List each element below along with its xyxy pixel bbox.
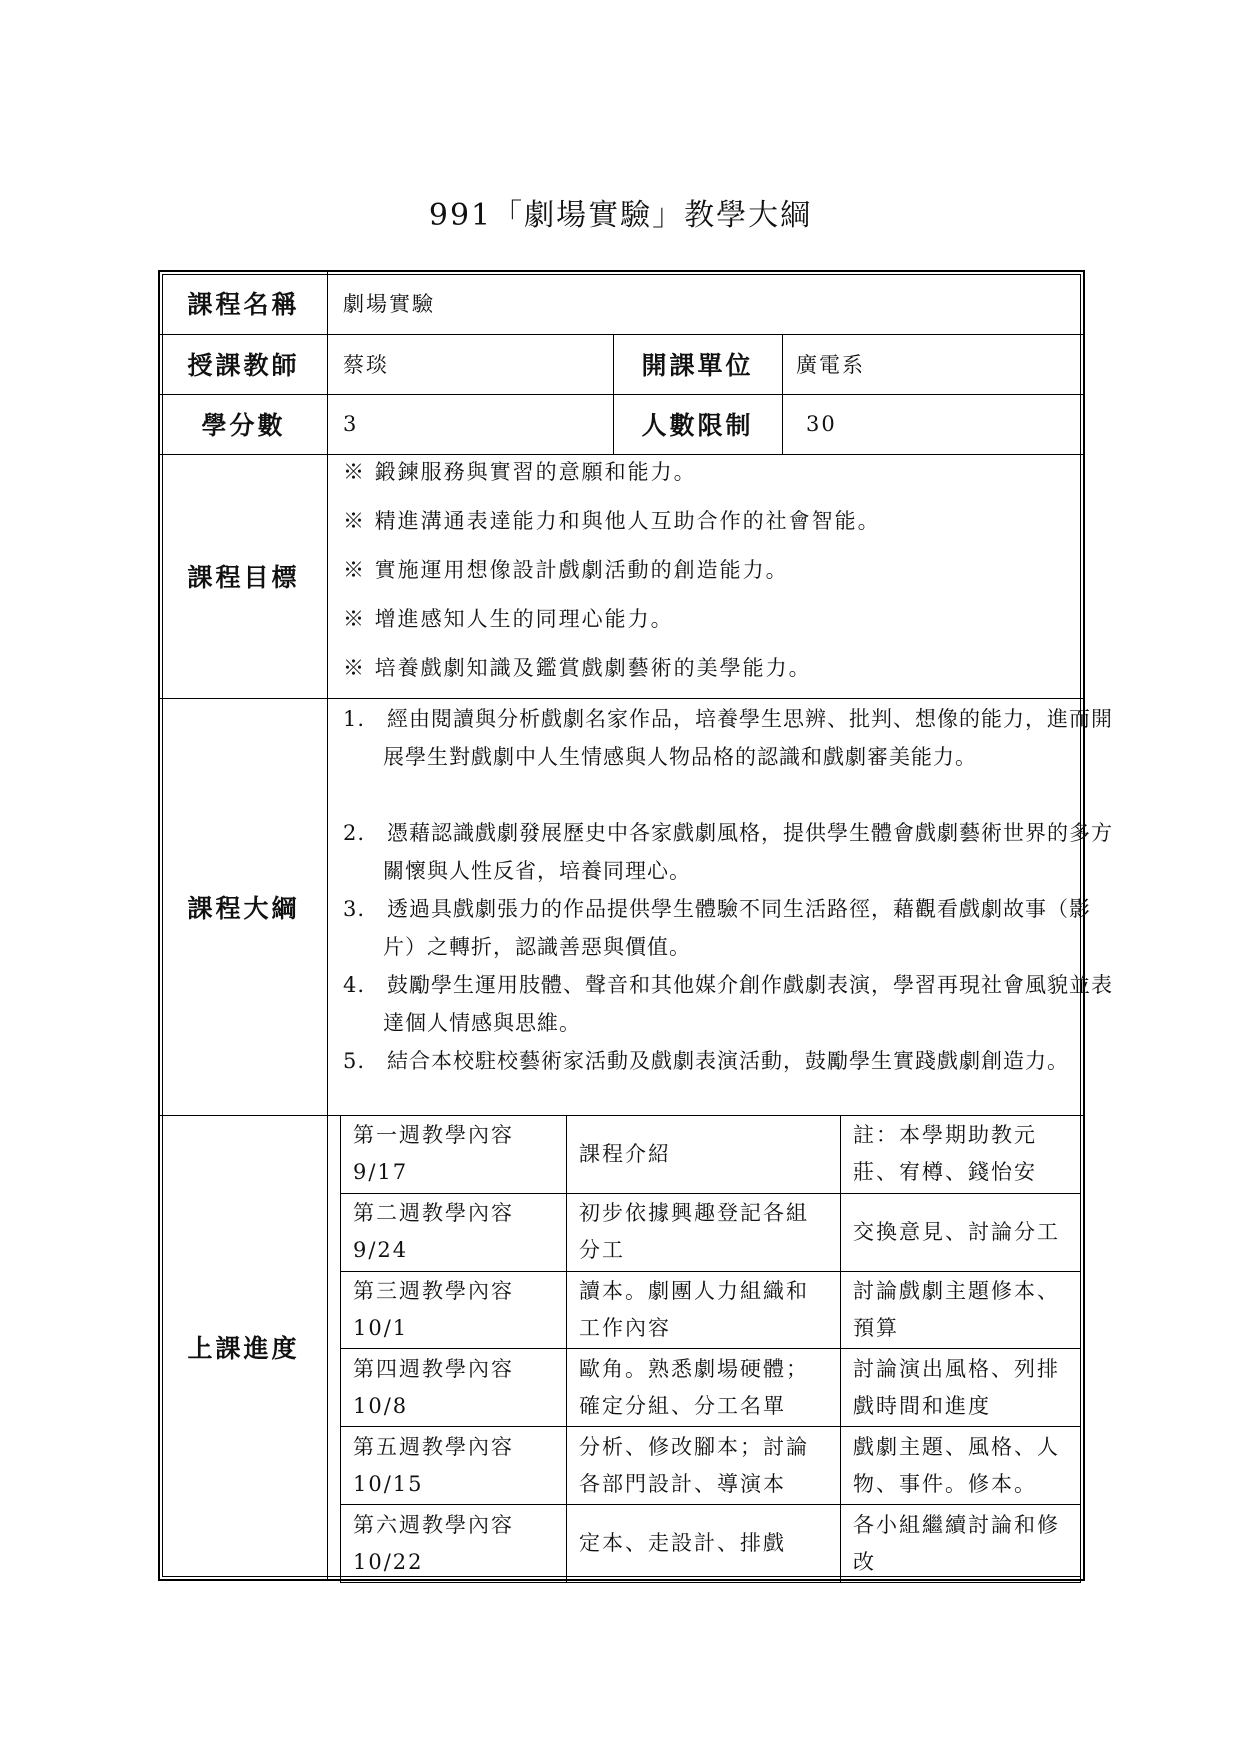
- limit-label: 人數限制: [641, 411, 754, 440]
- week-date: 10/1: [353, 1316, 409, 1341]
- week-cell: [341, 1193, 567, 1271]
- week-date: 9/24: [353, 1238, 409, 1263]
- week-date: 10/15: [353, 1471, 424, 1496]
- outline-item: 1. 經由閱讀與分析戲劇名家作品，培養學生思辨、批判、想像的能力，進而開展學生對戲劇中人生情感與人物品格的認識和戲劇審美能力。: [343, 707, 1114, 769]
- schedule-row: [341, 1349, 1081, 1427]
- note-cell: 註：本學期助教元莊、宥樽、錢怡安: [841, 1116, 1081, 1194]
- unit-value: 廣電系: [796, 353, 865, 377]
- credits-label: 學分數: [201, 411, 286, 440]
- unit-label: 開課單位: [641, 351, 754, 380]
- credits-value: 3: [343, 412, 359, 436]
- outline-label: 課程大綱: [187, 893, 300, 923]
- schedule-row: [341, 1505, 1081, 1583]
- week-label: 第三週教學內容: [353, 1279, 514, 1304]
- content-cell: 定本、走設計、排戲: [567, 1505, 841, 1583]
- week-label: 第二週教學內容: [353, 1201, 514, 1226]
- content-cell: 初步依據興趣登記各組分工: [567, 1193, 841, 1271]
- content-cell: 歐角。熟悉劇場硬體；確定分組、分工名單: [567, 1349, 841, 1427]
- objective-item: ※ 鍛鍊服務與實習的意願和能力。: [343, 460, 697, 484]
- week-date: 9/17: [353, 1160, 409, 1185]
- column-divider: [327, 272, 328, 1579]
- week-date: 10/22: [353, 1549, 424, 1574]
- week-label: 第六週教學內容: [353, 1512, 514, 1537]
- objective-item: ※ 精進溝通表達能力和與他人互助合作的社會智能。: [343, 509, 881, 533]
- syllabus-table: [158, 270, 1114, 1581]
- week-cell: [341, 1427, 567, 1505]
- week-cell: [341, 1116, 567, 1194]
- week-label: 第一週教學內容: [353, 1123, 514, 1148]
- column-divider: [782, 334, 783, 454]
- objective-item: ※ 實施運用想像設計戲劇活動的創造能力。: [343, 558, 789, 582]
- note-cell: 討論演出風格、列排戲時間和進度: [841, 1349, 1081, 1427]
- content-cell: 分析、修改腳本；討論各部門設計、導演本: [567, 1427, 841, 1505]
- week-label: 第四週教學內容: [353, 1356, 514, 1381]
- schedule-row: [341, 1271, 1081, 1349]
- teacher-value: 蔡琰: [343, 353, 389, 377]
- outline-item: 3. 透過具戲劇張力的作品提供學生體驗不同生活路徑，藉觀看戲劇故事（影片）之轉折，認識善惡與價值。: [343, 897, 1092, 959]
- objectives-label: 課程目標: [187, 563, 300, 592]
- schedule-row: [341, 1427, 1081, 1505]
- week-label: 第五週教學內容: [353, 1434, 514, 1459]
- week-cell: [341, 1271, 567, 1349]
- week-cell: [341, 1505, 567, 1583]
- note-cell: 戲劇主題、風格、人物、事件。修本。: [841, 1427, 1081, 1505]
- course-name-value: 劇場實驗: [343, 292, 435, 316]
- content-cell: 讀本。劇團人力組織和工作內容: [567, 1271, 841, 1349]
- objective-item: ※ 培養戲劇知識及鑑賞戲劇藝術的美學能力。: [343, 656, 812, 680]
- document-title: 991「劇場實驗」教學大綱: [428, 198, 813, 233]
- note-cell: 交換意見、討論分工: [841, 1193, 1081, 1271]
- objective-item: ※ 增進感知人生的同理心能力。: [343, 607, 674, 631]
- week-cell: [341, 1349, 567, 1427]
- schedule-table: [340, 1115, 1080, 1583]
- week-date: 10/8: [353, 1393, 409, 1418]
- outline-item: 4. 鼓勵學生運用肢體、聲音和其他媒介創作戲劇表演，學習再現社會風貌並表達個人情感與思維。: [343, 973, 1114, 1035]
- schedule-row: [341, 1193, 1081, 1271]
- content-cell: 課程介紹: [567, 1116, 841, 1194]
- schedule-label: 上課進度: [187, 1334, 300, 1363]
- outline-item: 5. 結合本校駐校藝術家活動及戲劇表演活動，鼓勵學生實踐戲劇創造力。: [343, 1049, 1070, 1073]
- limit-value: 30: [806, 412, 837, 436]
- teacher-label: 授課教師: [187, 351, 300, 380]
- note-cell: 討論戲劇主題修本、預算: [841, 1271, 1081, 1349]
- course-name-label: 課程名稱: [187, 290, 300, 319]
- note-cell: 各小組繼續討論和修改: [841, 1505, 1081, 1583]
- schedule-row: [341, 1116, 1081, 1194]
- outline-item: 2. 憑藉認識戲劇發展歷史中各家戲劇風格，提供學生體會戲劇藝術世界的多方關懷與人性反省，培養同理心。: [343, 821, 1114, 883]
